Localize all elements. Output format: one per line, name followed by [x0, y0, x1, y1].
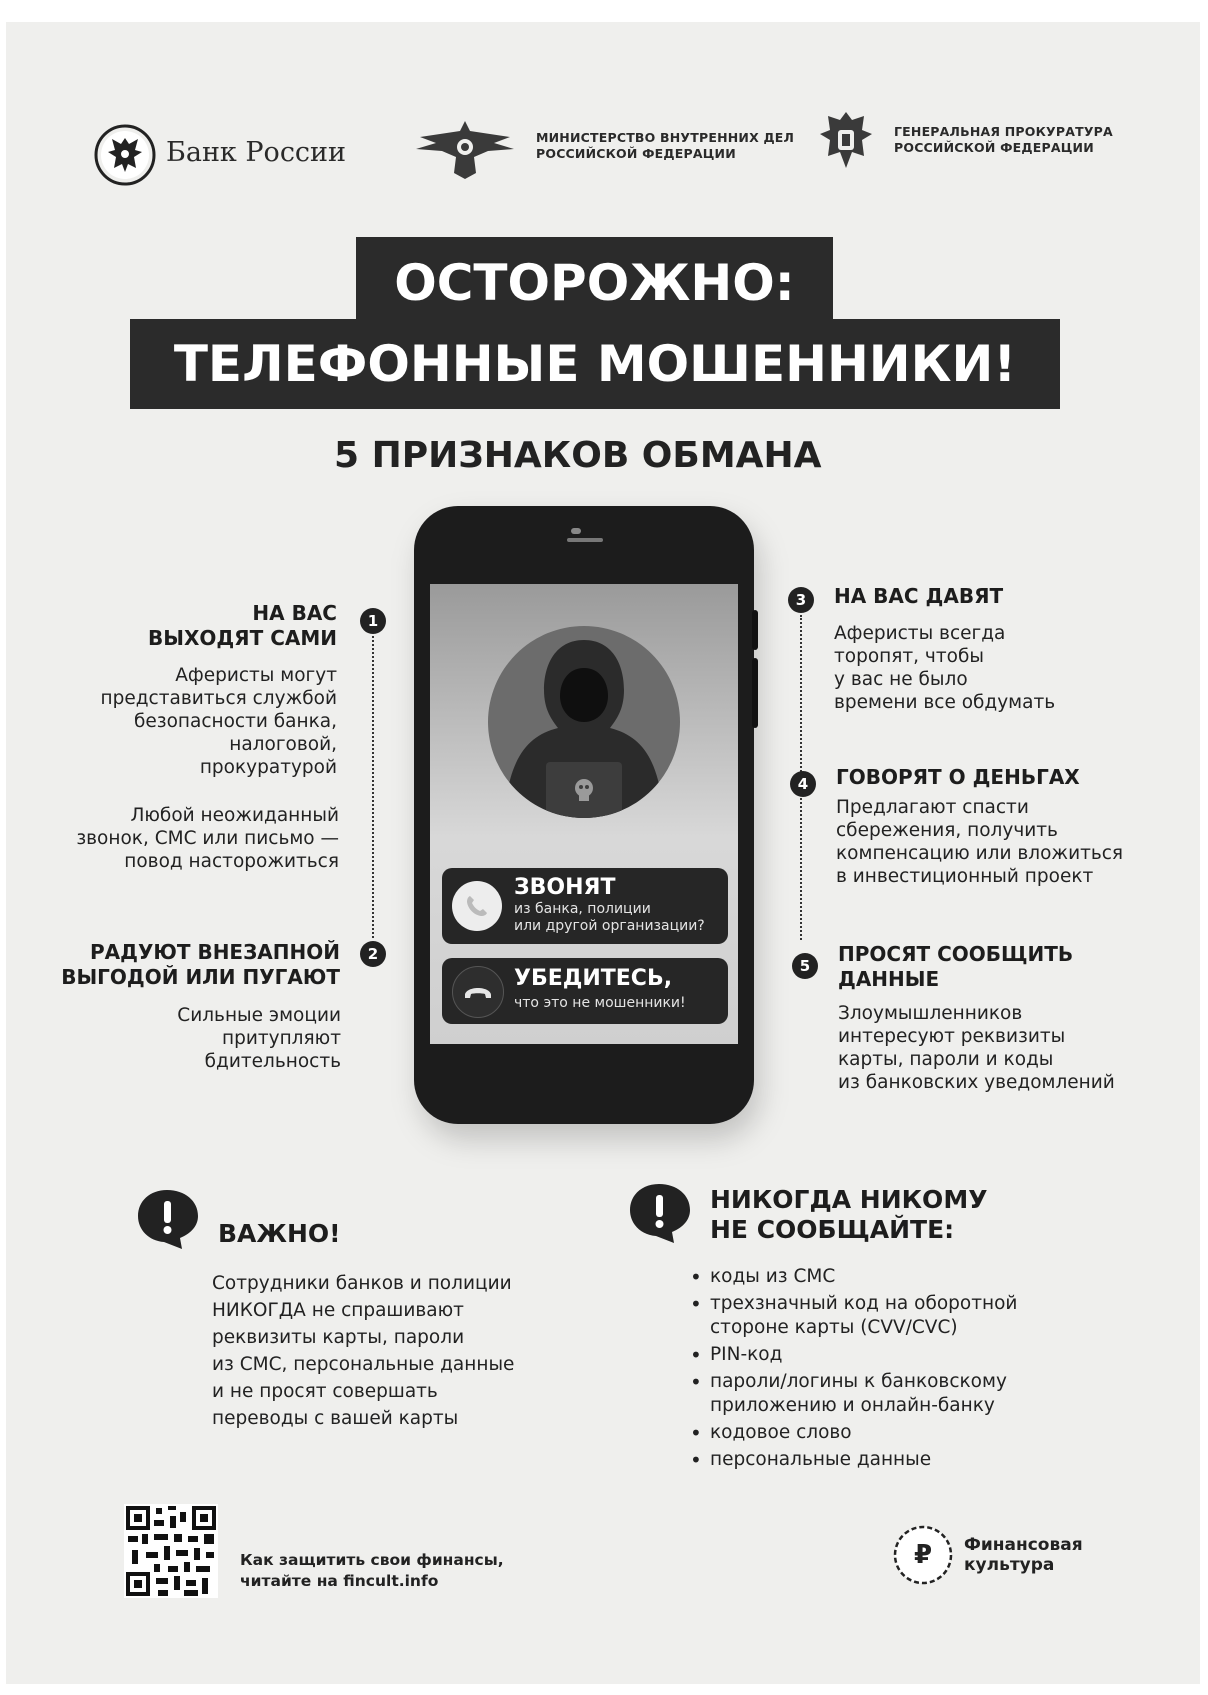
- sign-4-text: Предлагают спасти сбережения, получить компенсацию или вложиться в инвестиционный проект: [836, 797, 1124, 887]
- title-line-1: ОСТОРОЖНО:: [356, 237, 833, 329]
- phone-body: [414, 506, 754, 1124]
- sign-4-number: 4: [790, 771, 816, 797]
- hangup-button[interactable]: [452, 966, 504, 1018]
- fincult-name: Финансовая культура: [964, 1535, 1083, 1575]
- answer-button[interactable]: [452, 881, 502, 931]
- sign-1-heading: НА ВАС ВЫХОДЯТ САМИ: [147, 601, 337, 650]
- list-item: • PIN-код: [688, 1343, 1017, 1367]
- sign-1-number: 1: [360, 608, 386, 634]
- sign-3-text: Аферисты всегда торопят, чтобы у вас не было времени все обдумать: [834, 623, 1056, 713]
- verify-subtitle: что это не мошенники!: [514, 995, 686, 1011]
- list-item: • пароли/логины к банковскому приложению и онлайн-банку: [688, 1370, 1017, 1418]
- sign-2-heading: РАДУЮТ ВНЕЗАПНОЙ ВЫГОДОЙ ИЛИ ПУГАЮТ: [61, 940, 340, 989]
- mvd-logo: [410, 113, 795, 183]
- prosecutor-emblem-icon: [816, 108, 876, 174]
- phone-side-button: [752, 658, 758, 728]
- bank-of-russia-logo: [94, 124, 354, 186]
- footer-text: Как защитить свои финансы, читайте на fincult.info: [240, 1551, 504, 1590]
- phone-answer-icon: [452, 881, 502, 931]
- list-item: • коды из СМС: [688, 1265, 1017, 1289]
- phone-side-button: [752, 610, 758, 650]
- list-item: • кодовое слово: [688, 1421, 1017, 1445]
- important-text: Сотрудники банков и полиции НИКОГДА не спрашивают реквизиты карты, пароли из СМС, персональные данные и не просят совершать переводы с вашей карты: [212, 1273, 515, 1429]
- verify-card[interactable]: [442, 958, 728, 1024]
- sign-3-heading: НА ВАС ДАВЯТ: [834, 584, 1004, 608]
- subtitle: 5 ПРИЗНАКОВ ОБМАНА: [334, 435, 822, 476]
- exclamation-bubble-icon: [136, 1188, 202, 1250]
- hacker-avatar-icon: [486, 624, 682, 820]
- sign-3-number: 3: [788, 587, 814, 613]
- ruble-sign: ₽: [913, 1540, 933, 1570]
- incoming-call-card[interactable]: [442, 868, 728, 944]
- double-eagle-emblem-icon: [94, 124, 156, 186]
- sign-1-text: Аферисты могут представиться службой безопасности банка, налоговой, прокуратурой: [100, 665, 337, 778]
- qr-code-icon[interactable]: [124, 1504, 218, 1598]
- prosecutor-logo: [816, 108, 1116, 178]
- sign-2-text: Сильные эмоции притупляют бдительность: [177, 1005, 341, 1072]
- bank-name: Банк России: [166, 137, 347, 168]
- sign-5-text: Злоумышленников интересуют реквизиты карты, пароли и коды из банковских уведомлений: [838, 1003, 1115, 1093]
- title-line-2: ТЕЛЕФОННЫЕ МОШЕННИКИ!: [130, 319, 1060, 409]
- mvd-eagle-emblem-icon: [410, 113, 520, 183]
- call-title: ЗВОНЯТ: [514, 875, 616, 900]
- mvd-name: МИНИСТЕРСТВО ВНУТРЕННИХ ДЕЛ РОССИЙСКОЙ ФЕДЕРАЦИИ: [536, 130, 795, 161]
- verify-title: УБЕДИТЕСЬ,: [514, 966, 673, 991]
- sign-1-note: Любой неожиданный звонок, СМС или письмо — повод насторожиться: [76, 805, 339, 872]
- sign-5-number: 5: [792, 953, 818, 979]
- exclamation-bubble-icon: [628, 1182, 694, 1244]
- prosecutor-name: ГЕНЕРАЛЬНАЯ ПРОКУРАТУРА РОССИЙСКОЙ ФЕДЕРАЦИИ: [894, 124, 1113, 155]
- phone-screen: [430, 584, 738, 1044]
- phone-hangup-icon: [453, 967, 503, 1017]
- sign-connector-line: [372, 636, 374, 938]
- important-heading: ВАЖНО!: [218, 1219, 341, 1248]
- list-item: • персональные данные: [688, 1448, 1017, 1472]
- list-item: • трехзначный код на оборотной стороне карты (CVV/CVC): [688, 1292, 1017, 1340]
- sign-5-heading: ПРОСЯТ СООБЩИТЬ ДАННЫЕ: [838, 942, 1074, 991]
- call-subtitle: из банка, полиции или другой организации?: [514, 901, 705, 934]
- sign-4-heading: ГОВОРЯТ О ДЕНЬГАХ: [836, 765, 1080, 789]
- sign-2-number: 2: [360, 941, 386, 967]
- fincult-logo: [892, 1524, 1122, 1586]
- phone-earpiece: [567, 538, 603, 542]
- never-heading: НИКОГДА НИКОМУ НЕ СООБЩАЙТЕ:: [710, 1185, 988, 1244]
- never-list: [688, 1265, 1017, 1475]
- phone-speaker: [571, 528, 581, 534]
